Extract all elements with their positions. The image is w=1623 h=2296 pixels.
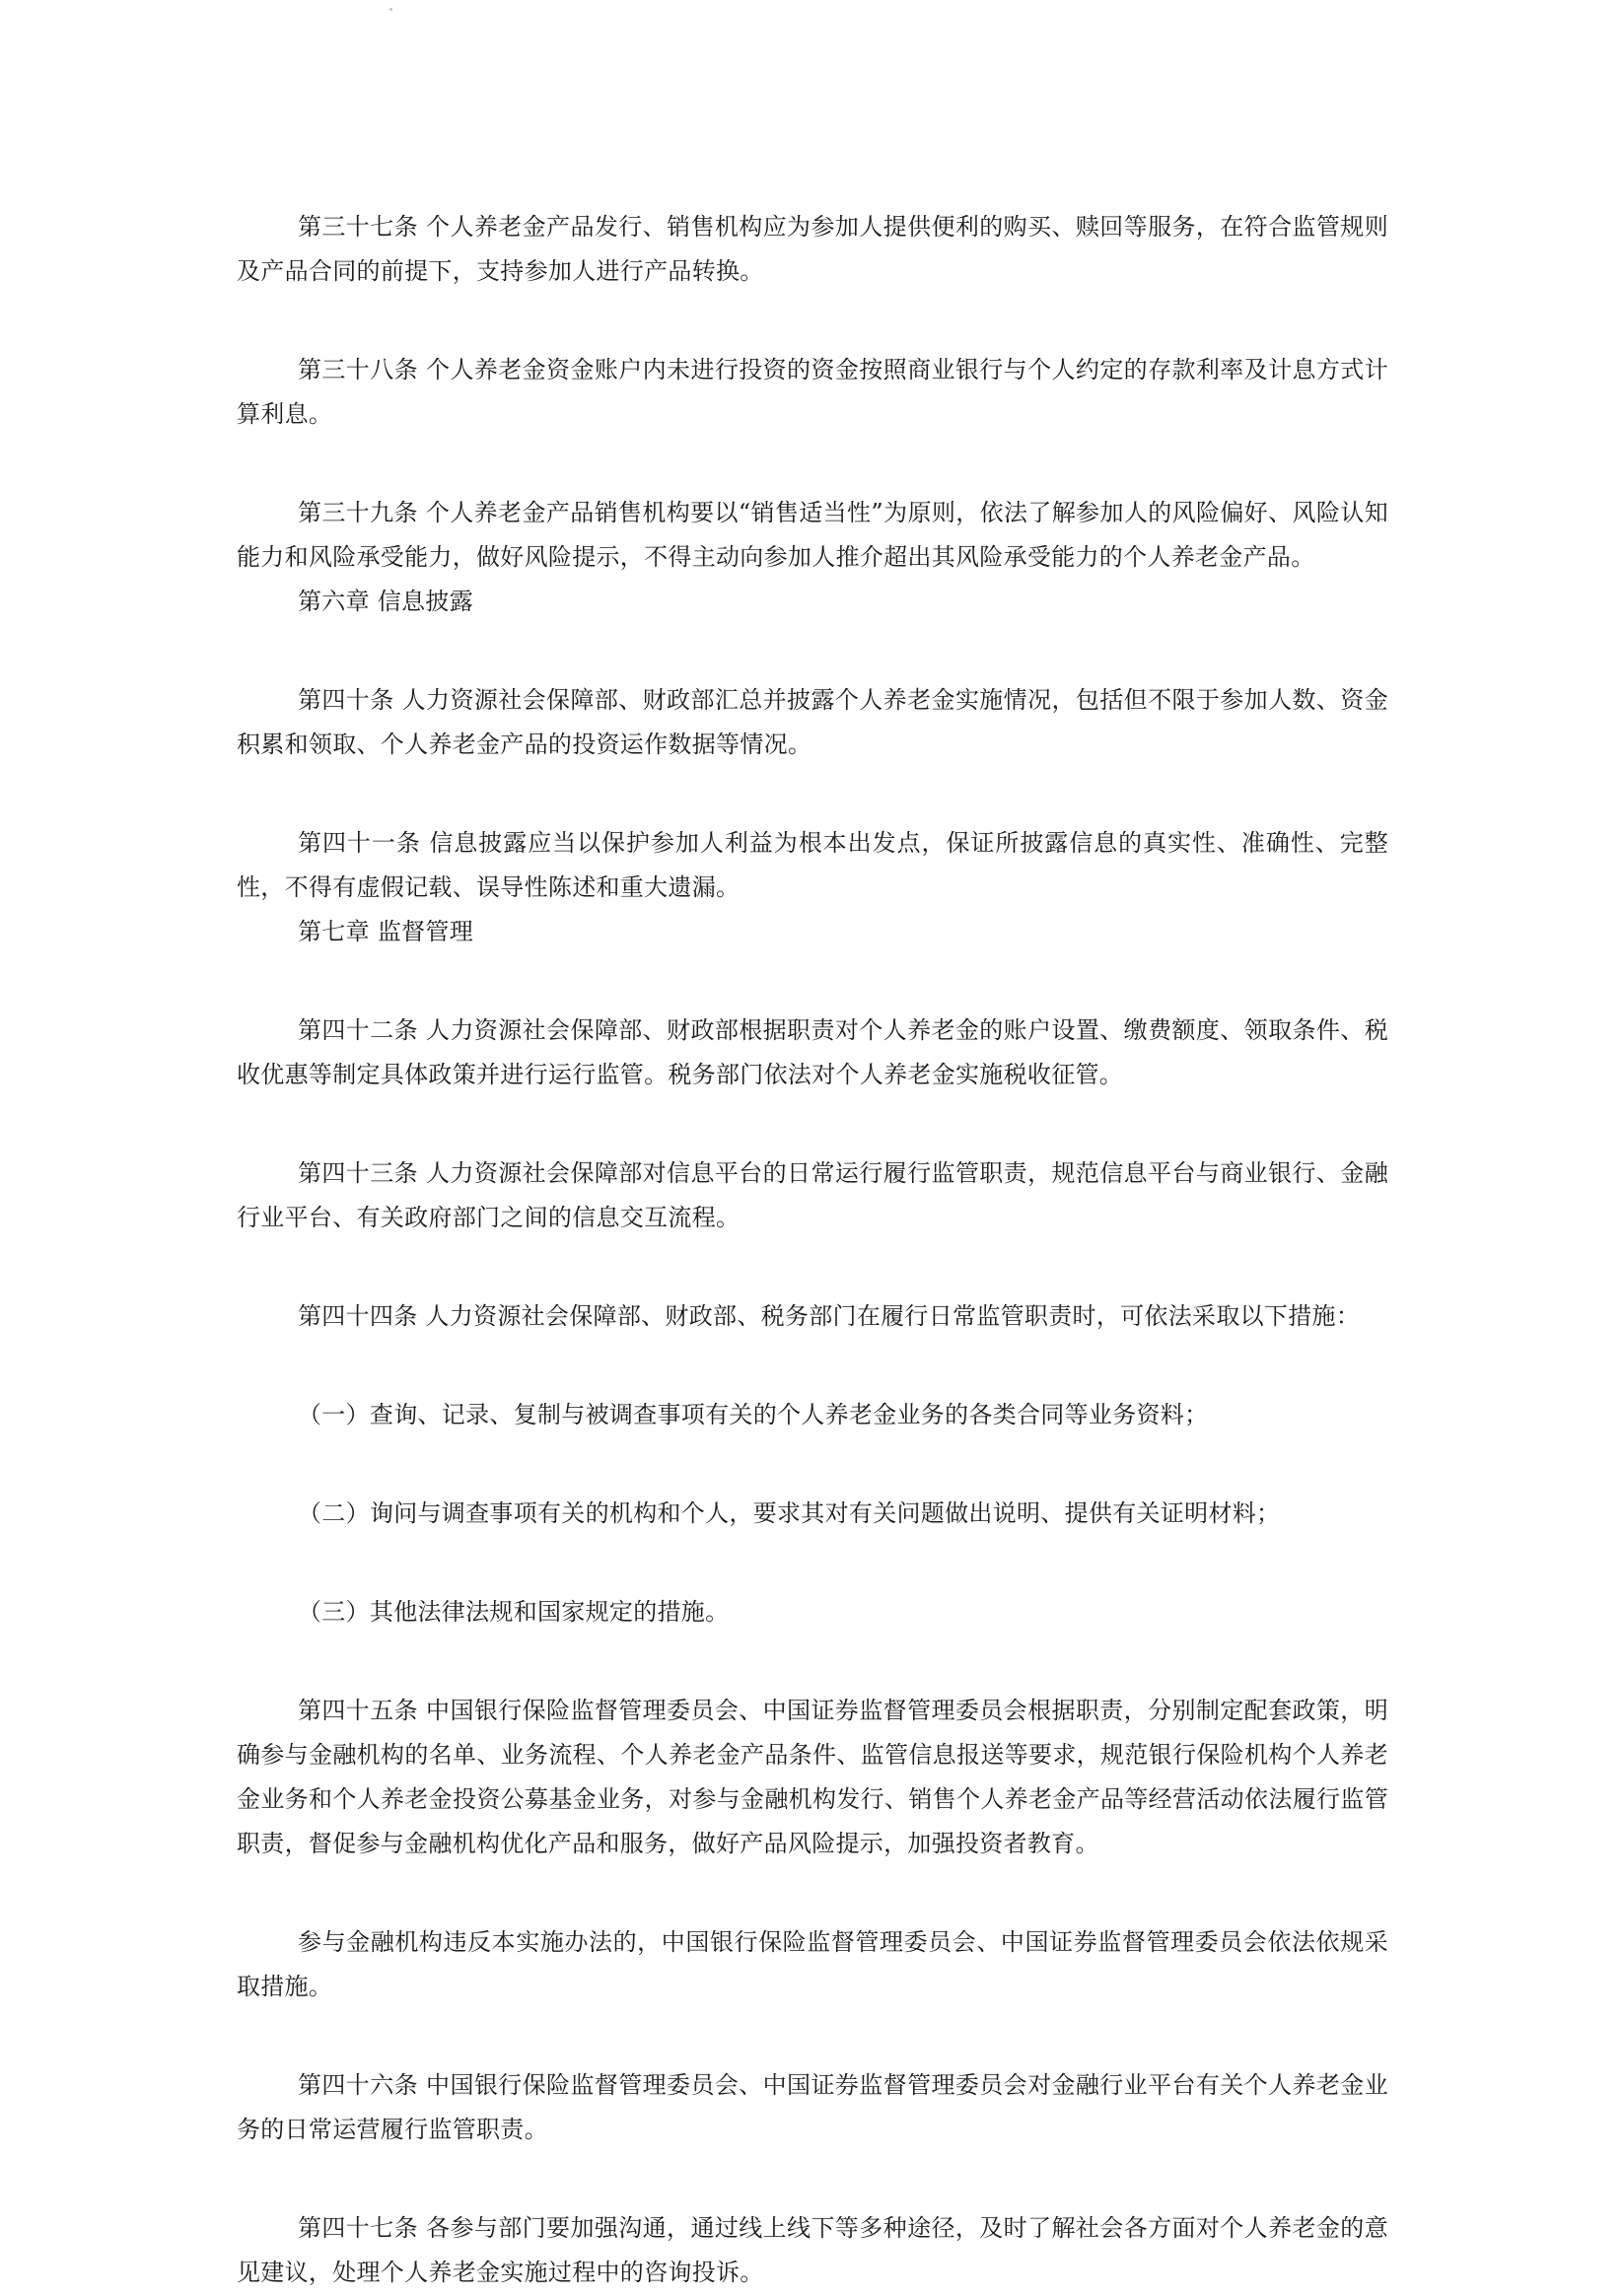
article-46: 第四十六条 中国银行保险监督管理委员会、中国证券监督管理委员会对金融行业平台有关个人养老金业务的日常运营履行监管职责。 xyxy=(237,2071,1388,2143)
article-43: 第四十三条 人力资源社会保障部对信息平台的日常运行履行监管职责，规范信息平台与商业银行、金融行业平台、有关政府部门之间的信息交互流程。 xyxy=(237,1159,1388,1231)
article-39: 第三十九条 个人养老金产品销售机构要以“销售适当性”为原则，依法了解参加人的风险偏好、风险认知能力和风险承受能力，做好风险提示，不得主动向参加人推介超出其风险承受能力的个人养老金产品。 xyxy=(237,499,1388,571)
article-44-item-1: （一）查询、记录、复制与被调查事项有关的个人养老金业务的各类合同等业务资料； xyxy=(298,1401,1209,1428)
article-45-paragraph-2: 参与金融机构违反本实施办法的，中国银行保险监督管理委员会、中国证券监督管理委员会依法依规采取措施。 xyxy=(237,1928,1388,2000)
chapter-7-heading: 第七章 监督管理 xyxy=(298,918,474,945)
article-44-item-2: （二）询问与调查事项有关的机构和个人，要求其对有关问题做出说明、提供有关证明材料； xyxy=(298,1499,1281,1527)
article-47: 第四十七条 各参与部门要加强沟通，通过线上线下等多种途径，及时了解社会各方面对个人养老金的意见建议，处理个人养老金实施过程中的咨询投诉。 xyxy=(237,2214,1388,2286)
chapter-6-heading: 第六章 信息披露 xyxy=(298,588,474,615)
article-41: 第四十一条 信息披露应当以保护参加人利益为根本出发点，保证所披露信息的真实性、准确性、完整性，不得有虚假记载、误导性陈述和重大遗漏。 xyxy=(237,829,1388,901)
article-45: 第四十五条 中国银行保险监督管理委员会、中国证券监督管理委员会根据职责，分别制定配套政策，明确参与金融机构的名单、业务流程、个人养老金产品条件、监管信息报送等要求，规范银行保险机构个人养老金业务和个人养老金投资公募基金业务，对参与金融机构发行、销售个人养老金产品等经营活动依法履行监管职责，督促参与金融机构优化产品和服务，做好产品风险提示，加强投资者教育。 xyxy=(237,1697,1388,1857)
scan-speck xyxy=(389,8,392,11)
article-44: 第四十四条 人力资源社会保障部、财政部、税务部门在履行日常监管职责时，可依法采取以下措施： xyxy=(298,1302,1361,1330)
article-40: 第四十条 人力资源社会保障部、财政部汇总并披露个人养老金实施情况，包括但不限于参加人数、资金积累和领取、个人养老金产品的投资运作数据等情况。 xyxy=(237,686,1388,758)
document-body xyxy=(237,205,1388,2295)
article-37: 第三十七条 个人养老金产品发行、销售机构应为参加人提供便利的购买、赎回等服务，在符合监管规则及产品合同的前提下，支持参加人进行产品转换。 xyxy=(237,213,1388,285)
article-38: 第三十八条 个人养老金资金账户内未进行投资的资金按照商业银行与个人约定的存款利率及计息方式计算利息。 xyxy=(237,356,1388,428)
article-42: 第四十二条 人力资源社会保障部、财政部根据职责对个人养老金的账户设置、缴费额度、领取条件、税收优惠等制定具体政策并进行运行监管。税务部门依法对个人养老金实施税收征管。 xyxy=(237,1016,1388,1088)
article-44-item-3: （三）其他法律法规和国家规定的措施。 xyxy=(298,1598,730,1626)
